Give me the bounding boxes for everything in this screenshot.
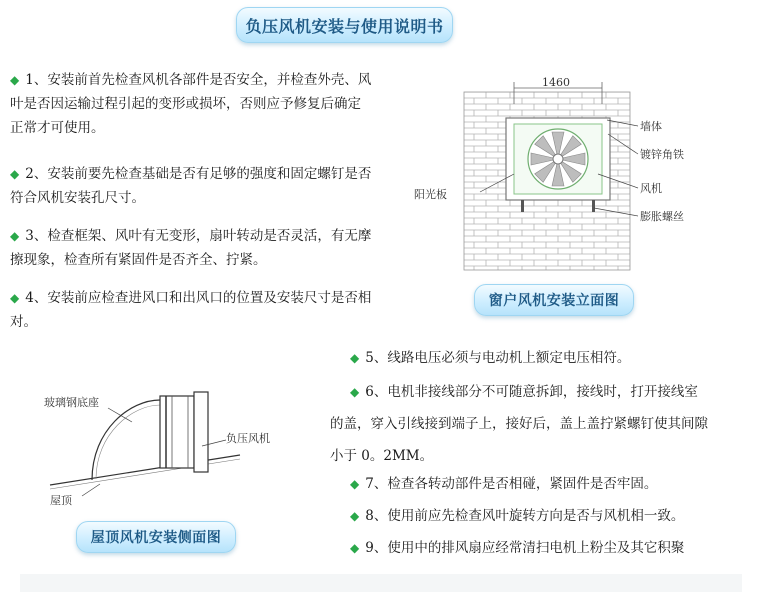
instruction-item-1 [10, 68, 372, 140]
diamond-bullet-icon: ◆ [350, 351, 360, 365]
fan-outlet-flange [194, 392, 208, 472]
fiberglass-base [92, 400, 160, 480]
roof-label: 屋顶 [50, 494, 72, 507]
roof-fan-side-diagram [30, 380, 290, 510]
instruction-text: 9、使用中的排风扇应经常清扫电机上粉尘及其它积聚 [365, 540, 685, 556]
sun-panel-label: 阳光板 [414, 188, 447, 201]
instruction-item-2 [10, 162, 372, 210]
angle-iron-label: 镀锌角铁 [640, 148, 684, 161]
fan-label: 风机 [640, 182, 662, 195]
roof-line [50, 455, 240, 485]
instruction-text: 6、电机非接线部分不可随意拆卸，接线时，打开接线室的盖，穿入引线接到端子上，接好后，盖上盖拧紧螺钉使其间隙小于 0。2MM。 [330, 384, 708, 464]
bolt-label: 膨胀螺丝 [640, 210, 684, 223]
instruction-item-4 [10, 286, 372, 334]
window-diagram-caption: 窗户风机安装立面图 [474, 284, 634, 316]
fan-body [160, 396, 194, 468]
diamond-bullet-icon: ◆ [350, 509, 360, 523]
roof-diagram-caption: 屋顶风机安装侧面图 [76, 521, 236, 553]
diamond-bullet-icon: ◆ [350, 385, 360, 399]
instruction-item-6 [330, 376, 710, 472]
diamond-bullet-icon: ◆ [350, 541, 360, 555]
diamond-bullet-icon: ◆ [10, 229, 20, 243]
fan-blades-icon [528, 129, 588, 189]
diamond-bullet-icon: ◆ [10, 291, 20, 305]
instruction-text: 2、安装前要先检查基础是否有足够的强度和固定螺钉是否符合风机安装孔尺寸。 [10, 166, 372, 206]
document-title: 负压风机安装与使用说明书 [236, 7, 453, 43]
instruction-text: 4、安装前应检查进风口和出风口的位置及安装尺寸是否相对。 [10, 290, 372, 330]
instruction-text: 5、线路电压必须与电动机上额定电压相符。 [365, 350, 631, 366]
diamond-bullet-icon: ◆ [10, 167, 20, 181]
instruction-item-5 [330, 346, 762, 370]
dimension-label: 1460 [542, 76, 570, 89]
roof-fan-label: 负压风机 [226, 432, 270, 445]
instruction-item-9 [330, 536, 762, 560]
instruction-text: 1、安装前首先检查风机各部件是否安全，并检查外壳、风叶是否因运输过程引起的变形或损坏，否则应予修复后确定正常才可使用。 [10, 72, 372, 136]
window-fan-elevation-diagram [402, 74, 702, 274]
instruction-text: 3、检查框架、风叶有无变形，扇叶转动是否灵活，有无摩擦现象，检查所有紧固件是否齐全、拧紧。 [10, 228, 372, 268]
footer-bar [20, 574, 742, 592]
base-label: 玻璃钢底座 [44, 396, 99, 409]
instruction-text: 7、检查各转动部件是否相碰，紧固件是否牢固。 [365, 476, 658, 492]
instruction-text: 8、使用前应先检查风叶旋转方向是否与风机相一致。 [365, 508, 685, 524]
diamond-bullet-icon: ◆ [350, 477, 360, 491]
instruction-item-3 [10, 224, 372, 272]
instruction-item-7 [330, 472, 762, 496]
instruction-item-8 [330, 504, 762, 528]
wall-label: 墙体 [640, 120, 662, 133]
diamond-bullet-icon: ◆ [10, 73, 20, 87]
